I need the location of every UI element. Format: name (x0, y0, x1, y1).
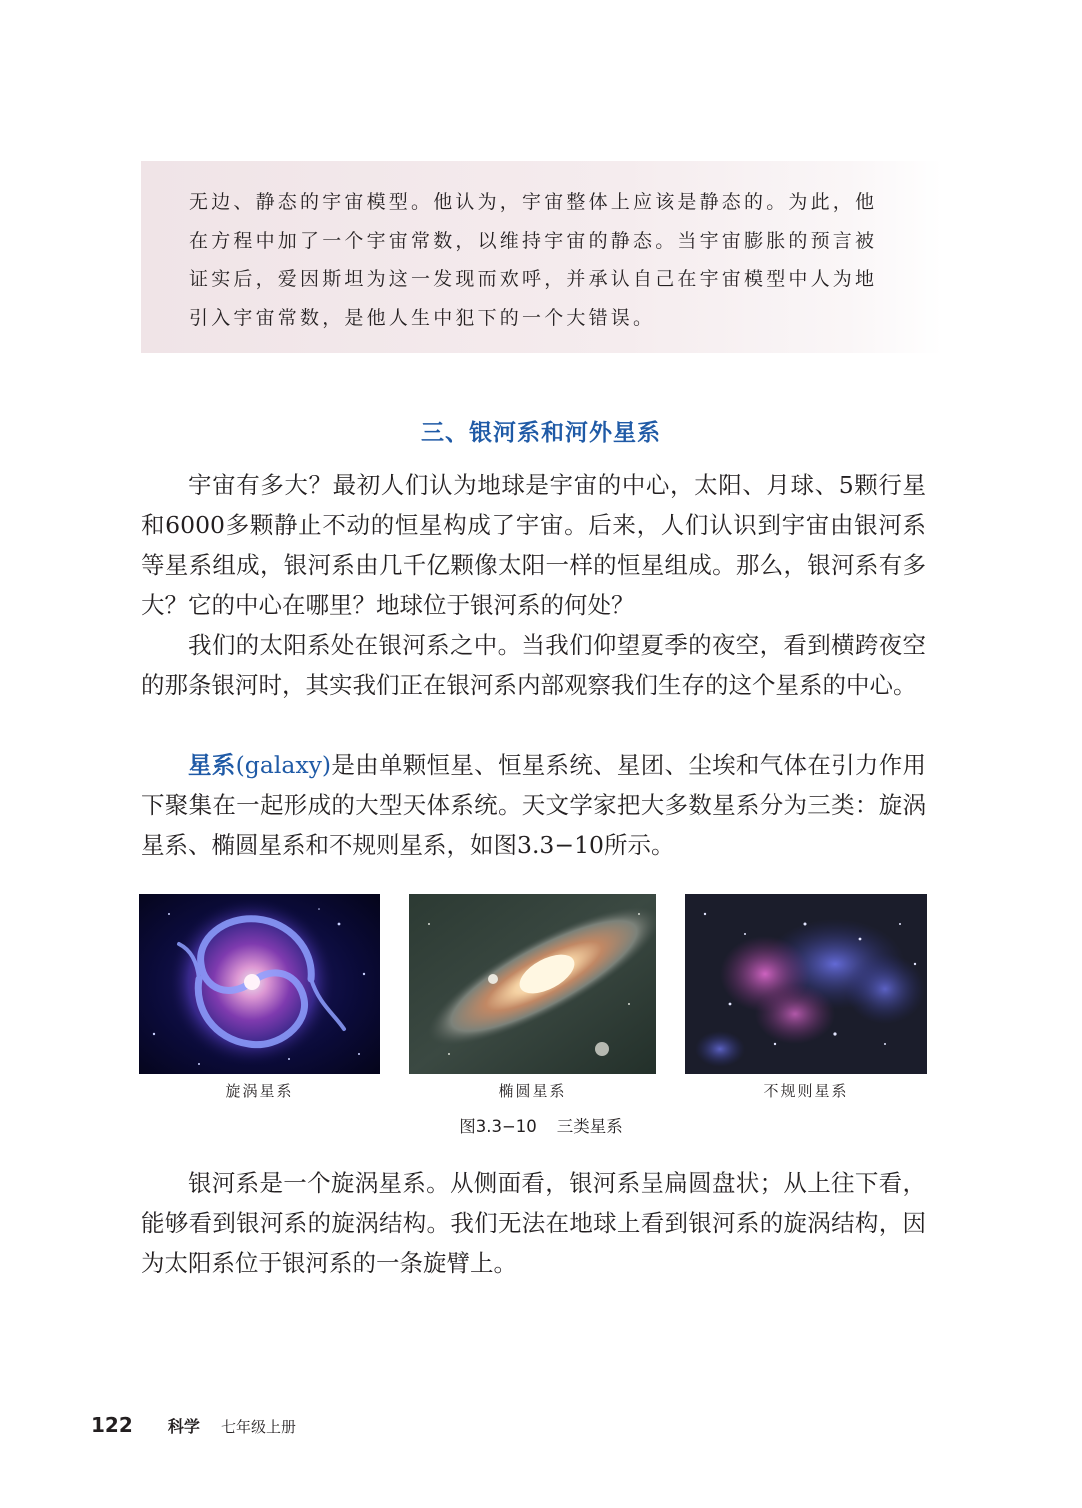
section-title: 三、银河系和河外星系 (421, 420, 661, 446)
book-subject: 科学 (167, 1417, 200, 1436)
term-galaxy: 星系 (188, 751, 236, 779)
page-footer (91, 1413, 296, 1437)
paragraph-galaxy-definition-text: 是由单颗恒星、恒星系统、星团、尘埃和气体在引力作用下聚集在一起形成的大型天体系统。天文学家把大多数星系分为三类：旋涡星系、椭圆星系和不规则星系，如图3.3−10所示。 (141, 751, 927, 859)
caption-spiral-galaxy: 旋涡星系 (225, 1082, 294, 1100)
irregular-galaxy-image (685, 894, 927, 1074)
figure-label: 图3.3−10 (459, 1117, 537, 1136)
figure-caption (0, 1113, 1082, 1137)
paragraph-universe-size: 宇宙有多大？最初人们认为地球是宇宙的中心，太阳、月球、5颗行星和6000多颗静止不动的恒星构成了宇宙。后来，人们认识到宇宙由银河系等星系组成，银河系由几千亿颗像太阳一样的恒星组成。那么，银河系有多大？它的中心在哪里？地球位于银河系的何处？ (141, 471, 926, 619)
reading-box (141, 161, 943, 353)
paragraph-solar-system: 我们的太阳系处在银河系之中。当我们仰望夏季的夜空，看到横跨夜空的那条银河时，其实我们正在银河系内部观察我们生存的这个星系的中心。 (141, 631, 926, 699)
term-galaxy-english: (galaxy) (235, 751, 332, 779)
figure-title: 三类星系 (556, 1117, 623, 1136)
caption-irregular-galaxy: 不规则星系 (763, 1082, 849, 1100)
paragraph-galaxy-definition (141, 745, 926, 865)
paragraph-milky-way: 银河系是一个旋涡星系。从侧面看，银河系呈扁圆盘状；从上往下看，能够看到银河系的旋涡结构。我们无法在地球上看到银河系的旋涡结构，因为太阳系位于银河系的一条旋臂上。 (141, 1169, 926, 1277)
page-number: 122 (91, 1413, 133, 1437)
reading-box-text: 无边、静态的宇宙模型。他认为，宇宙整体上应该是静态的。为此，他在方程中加了一个宇宙常数，以维持宇宙的静态。当宇宙膨胀的预言被证实后，爱因斯坦为这一发现而欢呼，并承认自己在宇宙模型中人为地引入宇宙常数，是他人生中犯下的一个大错误。 (189, 191, 878, 329)
elliptical-galaxy-image (409, 894, 656, 1074)
spiral-galaxy-image (139, 894, 380, 1074)
caption-elliptical-galaxy: 椭圆星系 (498, 1082, 567, 1100)
book-grade: 七年级上册 (220, 1418, 296, 1436)
